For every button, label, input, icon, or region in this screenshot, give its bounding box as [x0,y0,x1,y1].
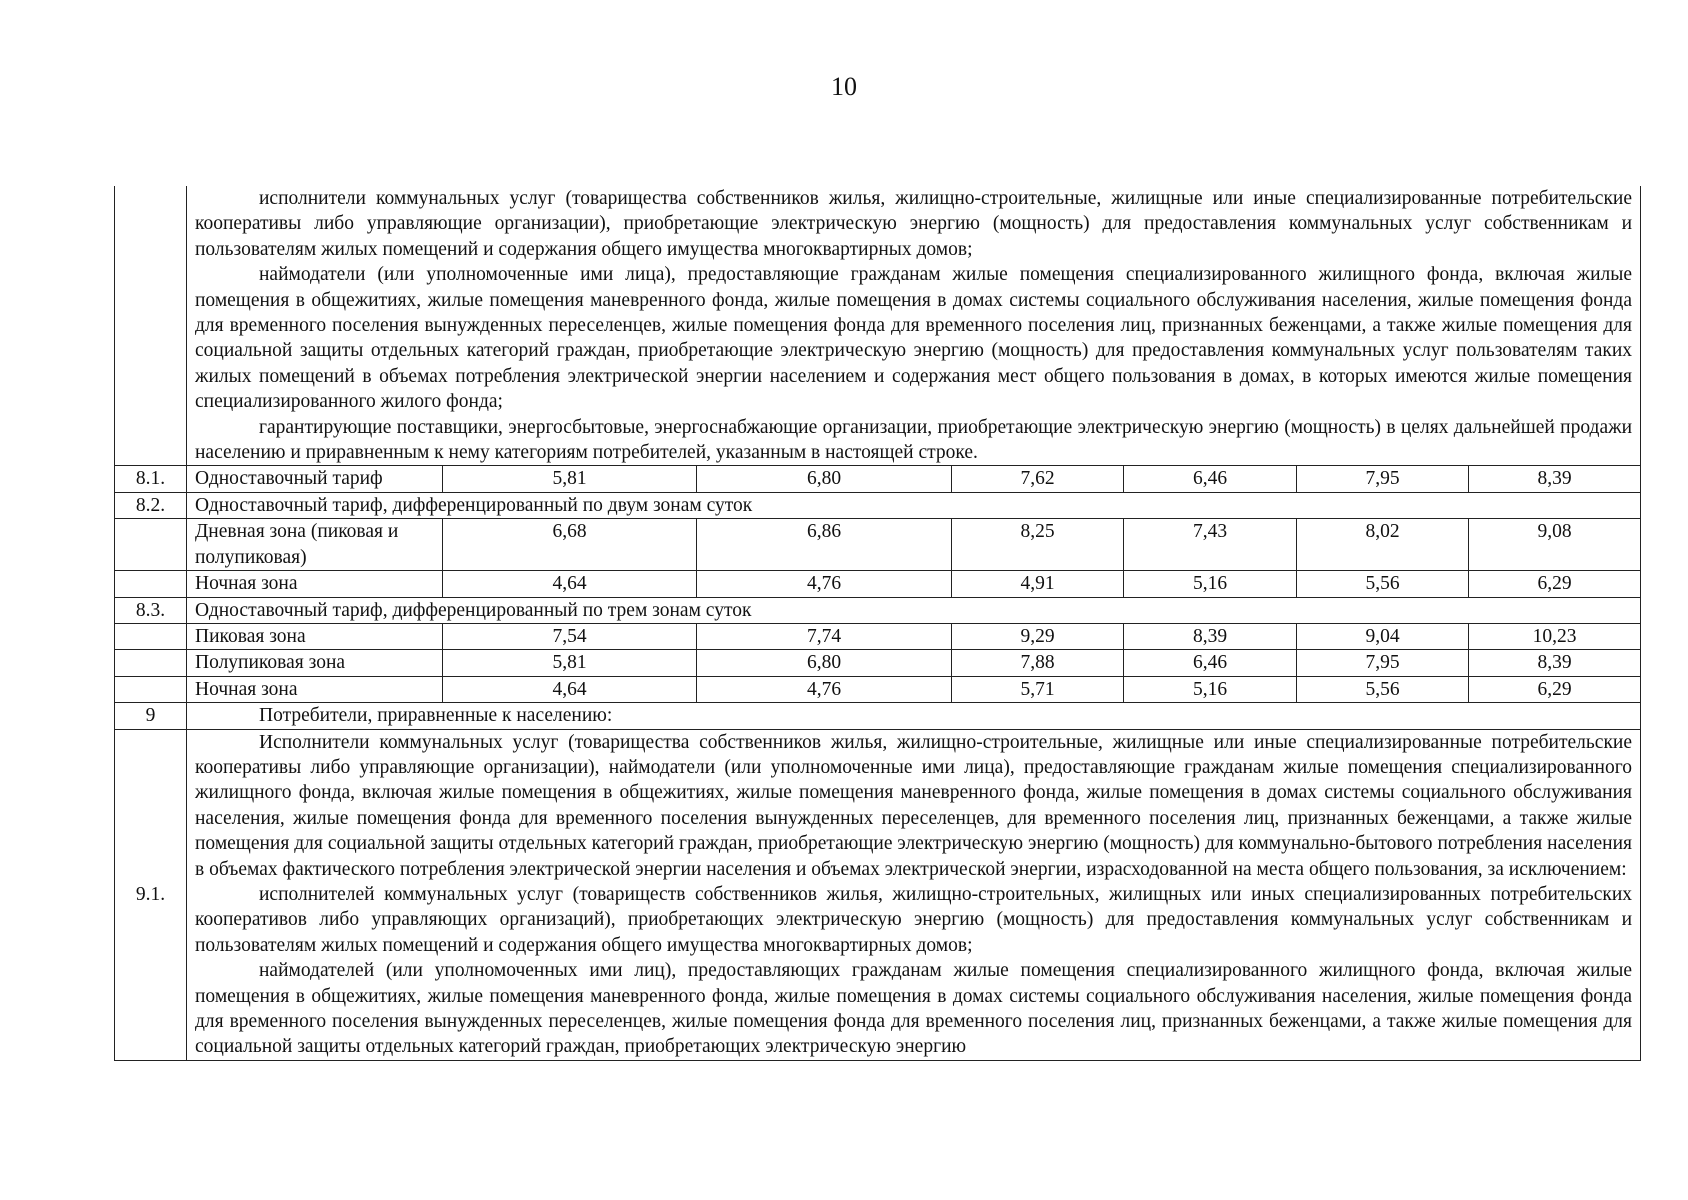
tariff-value: 8,39 [1124,623,1297,649]
row-label: Одноставочный тариф [187,466,443,492]
tariff-value: 8,25 [952,519,1124,571]
zone-label: Ночная зона [187,676,443,702]
row-label [187,703,1641,729]
tariff-value: 7,43 [1124,519,1297,571]
row-number: 9 [115,703,187,729]
tariff-value: 4,76 [697,571,952,597]
tariff-value: 5,16 [1124,571,1297,597]
paragraph: Исполнители коммунальных услуг (товарищества собственников жилья, жилищно-строительные, жилищные или иные специализированные потребительские кооперативы либо управляющие организации), наймодатели (или уполномоченные ими лица), предоставляющие гражданам жилые помещения специализированного жилищного фонда, включая жилые помещения в общежитиях, жилые помещения маневренного фонда, жилые помещения в домах системы социального обслуживания населения, жилые помещения фонда для временного поселения вынужденных переселенцев, для временного поселения лиц, признанных беженцами, а также жилые помещения для социальной защиты отдельных категорий граждан, приобретающие электрическую энергию (мощность) для коммунально-бытового потребления населения в объемах фактического потребления электрической энергии населения и объемах электрической энергии, израсходованной на места общего пользования, за исключением: [195,731,1633,880]
zone-label: Дневная зона (пиковая и полупиковая) [187,519,443,571]
tariff-value: 5,81 [443,466,697,492]
table-row-8-2-day [115,519,1641,571]
table-row-9 [115,703,1641,729]
row-number: 8.1. [115,466,187,492]
tariff-value: 7,62 [952,466,1124,492]
table-row-8-1 [115,466,1641,492]
paragraph: исполнителей коммунальных услуг (товариществ собственников жилья, жилищно-строительных, жилищных или иных специализированных потребительских кооперативов либо управляющих организаций), приобретающих электрическую энергию (мощность) для предоставления коммунальных услуг собственникам и пользователям жилых помещений и содержания общего имущества многоквартирных домов; [195,883,1633,956]
tariff-value: 8,39 [1469,466,1641,492]
tariff-value: 9,04 [1297,623,1469,649]
continued-text-row [115,186,1641,466]
tariff-value: 6,46 [1124,466,1297,492]
paragraph: наймодателей (или уполномоченных ими лиц), предоставляющих гражданам жилые помещения специализированного жилищного фонда, включая жилые помещения в общежитиях, жилые помещения маневренного фонда, жилые помещения в домах системы социального обслуживания населения, жилые помещения фонда для временного поселения вынужденных переселенцев, жилые помещения фонда для временного поселения лиц, признанных беженцами, а также жилые помещения для социальной защиты отдельных категорий граждан, приобретающих электрическую энергию [195,960,1633,1058]
table-row-8-3-peak [115,623,1641,649]
tariff-value: 6,86 [697,519,952,571]
paragraph: гарантирующие поставщики, энергосбытовые, энергоснабжающие организации, приобретающие электрическую энергию (мощность) в целях дальнейшей продажи населению и приравненным к нему категориям потребителей, указанным в настоящей строке. [195,416,1633,464]
table-row-8-3 [115,597,1641,623]
tariff-value: 4,64 [443,676,697,702]
tariff-value: 6,29 [1469,571,1641,597]
zone-label: Ночная зона [187,571,443,597]
zone-label: Полупиковая зона [187,650,443,676]
row-label: Одноставочный тариф, дифференцированный по трем зонам суток [187,597,1641,623]
continued-text-cell [187,186,1641,466]
tariff-value: 6,80 [697,650,952,676]
zone-label: Пиковая зона [187,623,443,649]
tariff-value: 6,80 [697,466,952,492]
tariff-value: 9,29 [952,623,1124,649]
row-number: 8.3. [115,597,187,623]
page-number: 10 [831,72,857,101]
tariff-value: 8,02 [1297,519,1469,571]
row-label-text: Потребители, приравненные к населению: [259,705,613,727]
tariff-value: 4,64 [443,571,697,597]
table-row-8-3-semipeak [115,650,1641,676]
row-number-cell [115,650,187,676]
tariff-value: 5,81 [443,650,697,676]
tariff-value: 5,56 [1297,571,1469,597]
paragraph: исполнители коммунальных услуг (товарищества собственников жилья, жилищно-строительные, жилищные или иные специализированные потребительские кооперативы либо управляющие организации), приобретающие электрическую энергию (мощность) для предоставления коммунальных услуг собственникам и пользователям жилых помещений и содержания общего имущества многоквартирных домов; [195,188,1633,260]
tariff-value: 6,68 [443,519,697,571]
tariff-value: 7,95 [1297,466,1469,492]
row-number-cell [115,571,187,597]
row-number-cell [115,186,187,466]
table-row-8-2-night [115,571,1641,597]
tariff-value: 7,54 [443,623,697,649]
tariff-value: 7,74 [697,623,952,649]
row-text-cell [187,729,1641,1060]
tariff-value: 6,29 [1469,676,1641,702]
row-number-cell [115,676,187,702]
tariff-value: 4,91 [952,571,1124,597]
tariff-table [114,186,1641,1061]
row-number: 9.1. [115,729,187,1060]
tariff-value: 7,88 [952,650,1124,676]
row-number: 8.2. [115,492,187,518]
tariff-value: 10,23 [1469,623,1641,649]
table-row-8-3-night [115,676,1641,702]
row-number-cell [115,519,187,571]
tariff-value: 5,16 [1124,676,1297,702]
tariff-value: 4,76 [697,676,952,702]
tariff-value: 9,08 [1469,519,1641,571]
tariff-value: 5,56 [1297,676,1469,702]
tariff-value: 5,71 [952,676,1124,702]
tariff-value: 7,95 [1297,650,1469,676]
row-label: Одноставочный тариф, дифференцированный по двум зонам суток [187,492,1641,518]
row-number-cell [115,623,187,649]
table-row-9-1 [115,729,1641,1060]
paragraph: наймодатели (или уполномоченные ими лица), предоставляющие гражданам жилые помещения специализированного жилищного фонда, включая жилые помещения в общежитиях, жилые помещения маневренного фонда, жилые помещения в домах системы социального обслуживания населения, жилые помещения фонда для временного поселения вынужденных переселенцев, жилые помещения фонда для временного поселения лиц, признанных беженцами, а также жилые помещения для социальной защиты отдельных категорий граждан, приобретающие электрическую энергию (мощность) для предоставления коммунальных услуг пользователям таких жилых помещений в объемах потребления электрической энергии населением и содержания мест общего пользования в домах, в которых имеются жилые помещения специализированного жилого фонда; [195,264,1633,413]
tariff-value: 6,46 [1124,650,1297,676]
tariff-value: 8,39 [1469,650,1641,676]
table-row-8-2 [115,492,1641,518]
